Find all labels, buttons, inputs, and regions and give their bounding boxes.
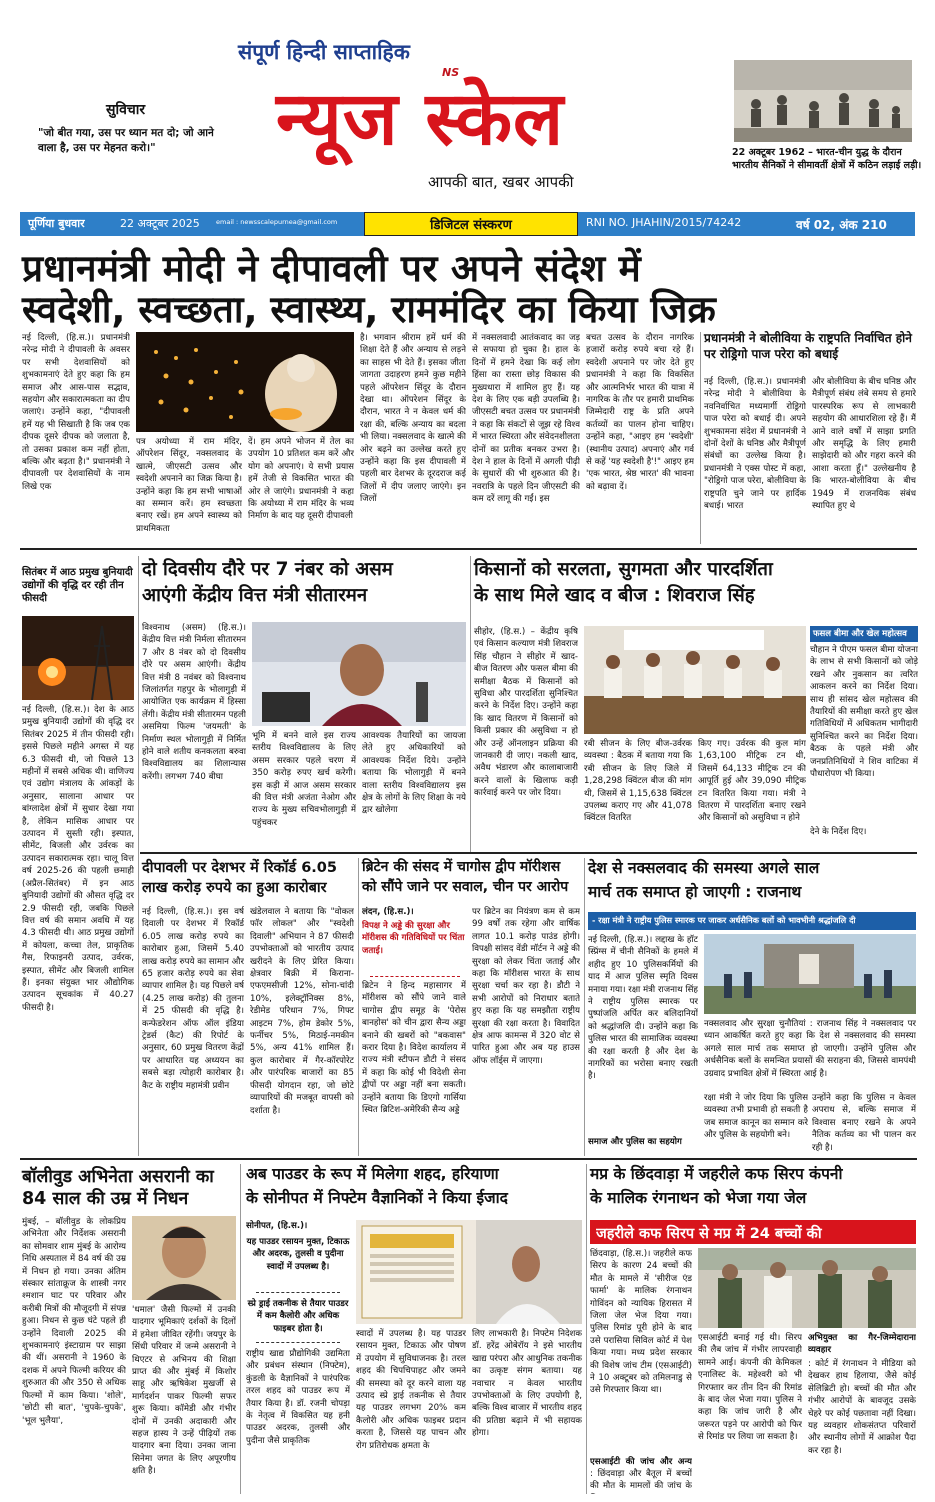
lead-headline-2: स्वदेशी, स्वच्छता, स्वास्थ्य, राममंदिर का किया जिक्र bbox=[22, 288, 716, 331]
cough-col-3-label: अभियुक्त का गैर-जिम्मेदाराना व्यवहार bbox=[808, 1333, 916, 1356]
info-email: email : newsscalepurnea@gmail.com bbox=[216, 218, 338, 226]
britain-headline-1: ब्रिटेन की संसद में चागोस द्वीप मॉरीशस bbox=[362, 859, 561, 875]
trade-headline-2: लाख करोड़ रुपये का हुआ कारोबार bbox=[142, 880, 327, 896]
industry-photo bbox=[22, 616, 134, 700]
naxal-col-3: उन्होंने कहा कि पुलिस न केवल अपराध से, बल्कि समाज में विश्वास बनाए रखने के अपने नैतिक कर्तव्य का भी पालन कर रही है। bbox=[812, 1093, 916, 1153]
honey-pull-1: यह पाउडर रसायन मुक्त, टिकाऊ और अदरक, तुलसी व पुदीना स्वादों में उपलब्ध है। bbox=[246, 1237, 350, 1272]
honey-col-1: राष्ट्रीय खाद्य प्रौद्योगिकी उद्यमिता और प्रबंधन संस्थान (निफ्टेम), कुंडली के वैज्ञानिकों ने पारंपरिक तरल शहद को पाउडर रूप में तैयार किया है। डॉ. रजनी चोपड़ा के नेतृत्व में विकसित यह हनी पाउडर अदरक, तुलसी और पुदीना जैसे प्राकृतिक bbox=[246, 1349, 350, 1446]
honey-headline-2: के सोनीपत में निफ्टेम वैज्ञानिकों ने किया ईजाद bbox=[246, 1189, 508, 1207]
lead-col-2: पत्र अयोध्या में राम मंदिर, ऑपरेशन सिंदूर, नक्सलवाद के खात्मे, जीएसटी उत्सव और स्वदेशी अपनाने का जिक्र किया है। उन्होंने कहा कि हम सभी भाषाओं का सम्मान करें। हम स्वच्छता बनाए रखें। हम अपने स्वास्थ्य को प्राथमिकता bbox=[136, 437, 242, 534]
cough-banner-text: जहरीले कफ सिरप से मप्र में 24 बच्चों की bbox=[596, 1226, 822, 1242]
trade-col-2: खंडेलवाल ने बताया कि "वोकल फॉर लोकल" और "स्वदेशी दिवाली" अभियान ने 87 फीसदी उपभोक्ताओं को भारतीय उत्पाद खरीदने के लिए प्रेरित किया। क्षेत्रवार बिक्री में किराना-एफएमसीजी 12%, सोना-चांदी 10%, इलेक्ट्रॉनिक्स 8%, रेडीमेड परिधान 7%, गिफ्ट आइटम 7%, होम डेकोर 5%, फर्नीचर 5%, मिठाई-नमकीन 5%, अन्य 41% शामिल हैं। कुल कारोबार में गैर-कॉरपोरेट और पारंपरिक बाजारों का 85 फीसदी योगदान रहा, जो छोटे व्यापारियों की मजबूत वापसी को दर्शाता है। bbox=[250, 907, 354, 1116]
naxal-col-2: रक्षा मंत्री ने जोर दिया कि पुलिस व्यवस्था तभी प्रभावी हो सकती है जब समाज कानून का सम्मान करे और पुलिस के सहयोगी बने। bbox=[704, 1093, 808, 1141]
lead-col-4: है। भगवान श्रीराम हमें धर्म की शिक्षा देते हैं और अन्याय से लड़ने का साहस भी देते हैं। इसका जीता जागता उदाहरण हमने कुछ महीने पहले ऑपरेशन सिंदूर के दौरान देखा था। ऑपरेशन सिंदूर के दौरान, भारत ने न केवल धर्म की रक्षा की, बल्कि अन्याय का बदला भी लिया। नक्सलवाद के खात्मे की ओर बढ़ने का उल्लेख करते हुए उन्होंने कहा कि इस दीपावली में पहली बार देशभर के दूरदराज कई जिलों में दीप जलाए जाएंगे। इन जिलों bbox=[360, 333, 466, 505]
honey-pull-2: स्प्रे ड्राई तकनीक से तैयार पाउडर में कम कैलोरी और अधिक फाइबर होता है। bbox=[247, 1299, 349, 1334]
newspaper-title: न्यूज स्केल bbox=[276, 76, 565, 162]
assam-headline-1: दो दिवसीय दौरे पर 7 नंबर को असम bbox=[142, 559, 393, 580]
lead-photo bbox=[136, 332, 354, 432]
kisan-col-1: सीहोर, (हि.स.) – केंद्रीय कृषि एवं किसान कल्याण मंत्री शिवराज सिंह चौहान ने सीहोर में खाद-बीज वितरण और फसल बीमा की समीक्षा बैठक में किसानों को सुविधा और पारदर्शिता सुनिश्चित करने के निर्देश दिए। उन्होंने कहा कि खाद वितरण में किसानों को किसी प्रकार की असुविधा न हो और उन्हें ऑनलाइन प्रक्रिया की जानकारी दी जाए। नकली खाद, अवैध भंडारण और कालाबाजारी करने वालों के खिलाफ कड़ी कार्रवाई करने पर जोर दिया। bbox=[474, 627, 578, 799]
asrani-headline: बॉलीवुड अभिनेता असरानी का 84 साल की उम्र में निधन bbox=[22, 1167, 214, 1209]
info-date: 22 अक्टूबर 2025 bbox=[120, 217, 200, 230]
kisan-side-label: फसल बीमा और खेल महोत्सव bbox=[810, 626, 918, 642]
assam-col-3: आवश्यक तैयारियों का जायजा लेते हुए अधिकारियों को आवश्यक निर्देश दिये। उन्होंने बताया कि भोलागुड़ी में बनने वाला स्तरीय विश्वविद्यालय इस क्षेत्र के लोगों के लिए शिक्षा के नये द्वार खोलेगा bbox=[362, 731, 466, 816]
info-place-day: पूर्णिया बुधवार bbox=[28, 217, 85, 230]
bolivia-col-1: नई दिल्ली, (हि.स.)। प्रधानमंत्री नरेन्द्र मोदी ने बोलीविया के नवनिर्वाचित मध्यमार्गी रोड्रिगो पाज परेरा को बधाई दी। अपने शुभकामना संदेश में प्रधानमंत्री ने दोनों देशों के घनिष्ठ और मैत्रीपूर्ण संबंधों का उल्लेख किया है। प्रधानमंत्री ने एक्स पोस्ट में कहा, "रोड्रिगो पाज परेरा, बोलीविया के राष्ट्रपति चुने जाने पर हार्दिक बधाई। भारत bbox=[704, 377, 806, 512]
honey-col-2: स्वादों में उपलब्ध है। यह पाउडर रसायन मुक्त, टिकाऊ और पोषण में उपयोग में सुविधाजनक है। तरल शहद की चिपचिपाहट और जमने की समस्या को दूर करने वाला यह उत्पाद स्प्रे ड्राई तकनीक से तैयार यह पाउडर लगभग 20% कम कैलोरी और अधिक फाइबर प्रदान करता है, जिससे यह पाचन और रोग प्रतिरोधक क्षमता के bbox=[356, 1329, 466, 1451]
cough-headline-2: के मालिक रंगनाथन को भेजा गया जेल bbox=[590, 1189, 807, 1207]
naxal-mid: नक्सलवाद और सुरक्षा चुनौतियां : राजनाथ सिंह ने नक्सलवाद पर ध्यान आकर्षित करते हुए कहा कि देश से नक्सलवाद की समस्या अगले साल मार्च तक समाप्त हो जाएगी। उन्होंने पुलिस और अर्धसैनिक बलों के समन्वित प्रयासों की सराहना की, जिससे वामपंथी उग्रवाद प्रभावित क्षेत्रों में स्थिरता आई है। bbox=[704, 1019, 916, 1079]
trade-headline-1: दीपावली पर देशभर में रिकॉर्ड 6.05 bbox=[142, 860, 337, 876]
info-rni: RNI NO. JHAHIN/2015/74242 bbox=[586, 216, 742, 229]
britain-dateline: लंदन, (हि.स.)। bbox=[362, 907, 414, 917]
lead-col-6: बचत उत्सव के दौरान नागरिक हजारों करोड़ रुपये बचा रहे हैं। स्वदेशी अपनाने पर जोर देते हुए प्रधानमंत्री ने कहा कि विकसित और आत्मनिर्भर भारत की यात्रा में नागरिक के तौर पर हमारी प्राथमिक जिम्मेदारी राष्ट्र के प्रति अपने कर्तव्यों का पालन होना चाहिए। उन्होंने कहा, "आइए हम 'स्वदेशी' (स्थानीय उत्पाद) अपनाएं और गर्व से कहें 'यह स्वदेशी है'!" आइए हम 'एक भारत, श्रेष्ठ भारत' की भावना को बढ़ावा दें। bbox=[586, 333, 694, 492]
kisan-col-2: रबी सीजन के लिए बीज-उर्वरक व्यवस्था : बैठक में बताया गया कि रबी सीजन के लिए जिले में 1,28,298 क्विंटल बीज की मांग थी, जिसमें से 1,15,638 क्विंटल उपलब्ध कराए गए और 41,078 क्विंटल वितरित bbox=[584, 739, 692, 824]
asrani-col-2: 'धमाल' जैसी फिल्मों में उनकी यादगार भूमिकाएं दर्शकों के दिलों में हमेशा जीवित रहेंगी। जयपुर के सिंधी परिवार में जन्मे असरानी ने थिएटर से अभिनय की शिक्षा प्राप्त की और मुंबई में किशोर साहू और ऋषिकेश मुखर्जी से मार्गदर्शन पाकर फिल्मी सफर शुरू किया। कॉमेडी और गंभीर दोनों में उनकी अदाकारी और सहज हास्य ने उन्हें पीढ़ियों तक यादगार बना दिया। उनका जाना सिनेमा जगत के लिए अपूरणीय क्षति है। bbox=[132, 1305, 236, 1477]
naxal-col-1: नई दिल्ली, (हि.स.)। लद्दाख के हॉट स्प्रिंग्स में चीनी सैनिकों के हमले में शहीद हुए 10 पुलिसकर्मियों की याद में आज पुलिस स्मृति दिवस मनाया गया। रक्षा मंत्री राजनाथ सिंह ने राष्ट्रीय पुलिस स्मारक पर पुष्पांजलि अर्पित कर बलिदानियों को श्रद्धांजलि दी। उन्होंने कहा कि पुलिस भारत की सामाजिक व्यवस्था की रक्षा करती है और देश के नागरिकों का भरोसा बनाए रखती है। bbox=[588, 935, 698, 1082]
britain-col-2: पर ब्रिटेन का नियंत्रण कम से कम 99 वर्षों तक रहेगा और वार्षिक लागत 10.1 करोड़ पाउंड होगी। विपक्षी सांसद वेंडी मॉर्टन ने अड्डे की सुरक्षा को लेकर चिंता जताई और कहा कि मॉरीशस भारत के साथ सुरक्षा चर्चा कर रहा है। डौटी ने सभी आरोपों को निराधार बताते हुए कहा कि यह समझौता राष्ट्रीय सुरक्षा की रक्षा करता है। विवादित क्षेत्र आफ कामन्स में 320 वोट से पारित हुआ और अब यह हाउस ऑफ लॉर्ड्स में जाएगा। bbox=[472, 907, 580, 1066]
industry-body: नई दिल्ली, (हि.स.)। देश के आठ प्रमुख बुनियादी उद्योगों की वृद्धि दर सितंबर 2025 में तीन फीसदी रही। इससे पिछले महीने अगस्त में यह 6.3 फीसदी थी, जो पिछले 13 महीनों में सबसे अधिक थी। वाणिज्य एवं उद्योग मंत्रालय के आंकड़ों के अनुसार, सालाना आधार पर बांग्लादेश क्षेत्रों में सुधार देखा गया है, लेकिन मासिक आधार पर उत्पादन में सुस्ती रही। इस्पात, सीमेंट, बिजली और उर्वरक का उत्पादन सकारात्मक रहा। चालू वित्त वर्ष 2025-26 की पहली छमाही (अप्रैल-सितंबर) में इन आठ बुनियादी उद्योगों की औसत वृद्धि दर 2.9 फीसदी रही, जबकि पिछले वित्त वर्ष की समान अवधि में यह 4.3 फीसदी थी। आठ प्रमुख उद्योगों में कोयला, कच्चा तेल, प्राकृतिक गैस, रिफाइनरी उत्पाद, उर्वरक, इस्पात, सीमेंट और बिजली शामिल हैं। इनका संयुक्त भार औद्योगिक उत्पादन सूचकांक में 40.27 फीसदी है। bbox=[22, 705, 134, 1013]
naxal-photo bbox=[704, 934, 916, 1014]
assam-col-2: भूमि में बनने वाले इस राज्य स्तरीय विश्वविद्यालय के लिए असम सरकार पहले चरण में 350 करोड़ रुपए खर्च करेगी। इस कड़ी में आज असम सरकार की वित्त मंत्री अजंता नेओग और राज्य के मुख्य सचिवभोलागुड़ी में पहुंचकर bbox=[252, 731, 356, 828]
cough-photo bbox=[698, 1248, 916, 1328]
kisan-col-3: किए गए। उर्वरक की कुल मांग 1,63,100 मीट्रिक टन थी, जिसमें 64,133 मीट्रिक टन की आपूर्ति हुई और 39,090 मीट्रिक टन वितरित किया गया। मंत्री ने वितरण में पारदर्शिता बनाए रखने और किसानों को असुविधा न होने bbox=[698, 739, 806, 824]
kisan-side-end: देने के निर्देश दिए। bbox=[810, 827, 867, 837]
honey-photo bbox=[356, 1220, 582, 1324]
newspaper-subtitle: आपकी बात, खबर आपकी bbox=[428, 173, 574, 191]
info-bar bbox=[20, 212, 915, 236]
kisan-side-body: चौहान ने पीएम फसल बीमा योजना के लाभ से सभी किसानों को जोड़े रखने और नुकसान का त्वरित आकलन करने का निर्देश दिया। साथ ही सांसद खेल महोत्सव की तैयारियों की समीक्षा करते हुए खेल गतिविधियों में अधिकतम भागीदारी सुनिश्चित करने का निर्देश दिया। बैठक के पहले मंत्री और जनप्रतिनिधियों ने शिव वाटिका में पौधारोपण भी किया। bbox=[810, 645, 918, 780]
assam-col-1: विश्वनाथ (असम) (हि.स.)। केंद्रीय वित्त मंत्री निर्मला सीतारमन 7 और 8 नंबर को दो दिवसीय दौरे पर असम आएंगी। केंद्रीय वित्त मंत्री 8 नवंबर को विश्वनाथ जिलांतर्गत गहपुर के भोलागुड़ी में आयोजित एक कार्यक्रम में हिस्सा लेंगी। केंद्रीय मंत्री सीतारमन पहली असमिया फिल्म 'जयमती' के निर्माण स्थल भोलागुड़ी में निर्मित होने वाले शतीय कनकलता बरुवा विश्वविद्यालय का शिलान्यास करेंगी। लगभग 740 बीघा bbox=[142, 623, 246, 782]
naxal-headline-1: देश से नक्सलवाद की समस्या अगले साल bbox=[588, 859, 820, 877]
honey-dateline: सोनीपत, (हि.स.)। bbox=[246, 1221, 308, 1231]
industry-headline: सितंबर में आठ प्रमुख बुनियादी उद्योगों की वृद्धि दर रही तीन फीसदी bbox=[22, 567, 133, 604]
edition-label: डिजिटल संस्करण bbox=[430, 218, 512, 233]
naxal-headline-2: मार्च तक समाप्त हो जाएगी : राजनाथ bbox=[588, 883, 802, 901]
suvichar-text: "जो बीत गया, उस पर ध्यान मत दो; जो आने वाला है, उस पर मेहनत करो।" bbox=[38, 127, 214, 154]
history-photo bbox=[734, 60, 912, 142]
trade-col-1: नई दिल्ली, (हि.स.)। इस वर्ष दिवाली पर देशभर में रिकॉर्ड 6.05 लाख करोड़ रुपये का कारोबार हुआ, जिसमें 5.40 लाख करोड़ रुपये का सामान और 65 हजार करोड़ रुपये का सेवा व्यापार शामिल है। यह पिछले वर्ष (4.25 लाख करोड़) की तुलना में 25 फीसदी की वृद्धि है। कन्फेडरेशन ऑफ ऑल इंडिया ट्रेडर्स (कैट) की रिपोर्ट के अनुसार, 60 प्रमुख वितरण केंद्रों पर आधारित यह अध्ययन का सबसे बड़ा त्योहारी कारोबार है। कैट के राष्ट्रीय महामंत्री प्रवीन bbox=[142, 907, 244, 1091]
assam-photo bbox=[252, 622, 466, 726]
britain-pull-quote: विपक्ष ने अड्डे की सुरक्षा और मॉरीशस की गतिविधियों पर चिंता जताई। bbox=[362, 921, 465, 956]
cough-headline-1: मप्र के छिंदवाड़ा में जहरीले कफ सिरप कंपनी bbox=[590, 1165, 843, 1183]
cough-col-1-end: : छिंदवाड़ा और बैतूल में बच्चों की मौत के मामलों की जांच के bbox=[590, 1469, 692, 1492]
lead-headline-1: प्रधानमंत्री मोदी ने दीपावली पर अपने संदेश में bbox=[22, 247, 642, 290]
divider-3 bbox=[20, 1158, 917, 1160]
kisan-headline-2: के साथ मिले खाद व बीज : शिवराज सिंह bbox=[474, 585, 755, 606]
asrani-photo bbox=[132, 1216, 236, 1300]
bolivia-headline: प्रधानमंत्री ने बोलीविया के राष्ट्रपति निर्वाचित होने पर रोड्रिगो पाज परेरा को बधाई bbox=[704, 331, 912, 361]
divider-1 bbox=[20, 548, 917, 550]
britain-col-1: ब्रिटेन ने हिन्द महासागर में मॉरीशस को सौंपे जाने वाले चागोस द्वीप समूह के 'पेरोस बानहोस' को चीन द्वारा सैन्य अड्डा बनाने की खबरों को "बकवास" करार दिया है। विदेश कार्यालय में राज्य मंत्री स्टीफन डौटी ने संसद में कहा कि कोई भी विदेशी सेना द्वीपों पर अड्डा नहीं बना सकती। उन्होंने बताया कि डिएगो गार्सिया स्थित ब्रिटिश-अमेरिकी सैन्य अड्डे bbox=[362, 981, 466, 1116]
britain-headline-2: को सौंपे जाने पर सवाल, चीन पर आरोप bbox=[362, 879, 569, 895]
cough-col-1-sub: एसआईटी की जांच और अन्य bbox=[590, 1457, 692, 1467]
naxal-banner-text: - रक्षा मंत्री ने राष्ट्रीय पुलिस स्मारक पर जाकर अर्धसैनिक बलों को भावभीनी श्रद्धांजलि दी bbox=[592, 915, 856, 925]
cough-col-2: एसआईटी बनाई गई थी। सिरप की लैब जांच में गंभीर लापरवाही सामने आई। कंपनी की केमिकल एनालिस्ट के. महेश्वरी को भी गिरफ्तार कर तीन दिन की रिमांड के बाद जेल भेजा गया। पुलिस ने कहा कि जांच जारी है और जरूरत पड़ने पर आरोपी को फिर से रिमांड पर लिया जा सकता है। bbox=[698, 1333, 802, 1443]
suvichar-label: सुविचार bbox=[106, 102, 146, 118]
honey-col-3: लिए लाभकारी है। निफ्टेम निदेशक डॉ. हरेंद्र ओबेरॉय ने इसे भारतीय खाद्य परंपरा और आधुनिक तकनीक का उत्कृष्ट संगम बताया। यह नवाचार न केवल भारतीय उपभोक्ताओं के लिए उपयोगी है, बल्कि विश्व बाजार में भारतीय शहद की प्रतिष्ठा बढ़ाने में भी सहायक होगा। bbox=[472, 1329, 582, 1439]
assam-headline-2: आएंगी केंद्रीय वित्त मंत्री सीतारमन bbox=[142, 585, 368, 606]
honey-headline-1: अब पाउडर के रूप में मिलेगा शहद, हरियाणा bbox=[246, 1165, 499, 1183]
info-issue: वर्ष 02, अंक 210 bbox=[796, 218, 887, 232]
history-caption: 22 अक्टूबर 1962 – भारत-चीन युद्ध के दौरान भारतीय सैनिकों ने सीमावर्ती क्षेत्रों में कठिन लड़ाई लड़ी। bbox=[732, 147, 922, 171]
logo-mark: NS bbox=[442, 66, 460, 79]
cough-col-3: : कोर्ट में रंगनाथन ने मीडिया को देखकर हाथ हिलाया, जैसे कोई सेलिब्रिटी हो। बच्चों की मौत और गंभीर आरोपों के बावजूद उसके चेहरे पर कोई पछतावा नहीं दिखा। यह व्यवहार शोकसंतप्त परिवारों और स्थानीय लोगों में आक्रोश पैदा कर रहा है। bbox=[808, 1359, 916, 1456]
kisan-photo bbox=[584, 626, 806, 734]
bolivia-col-2: और बोलीविया के बीच घनिष्ठ और मैत्रीपूर्ण संबंध लंबे समय से हमारे पारस्परिक रूप से लाभकारी सहयोग की आधारशिला रहे हैं। मैं आने वाले वर्षों में साझा प्रगति और समृद्धि के लिए हमारी साझेदारी को और गहरा करने की आशा करता हूँ।" उल्लेखनीय है कि भारत-बोलीविया के बीच 1949 में राजनयिक संबंध स्थापित हुए थे bbox=[812, 377, 916, 512]
lead-col-5: में नक्सलवादी आतंकवाद का जड़ से सफाया हो चुका है। हाल के दिनों में हमने देखा कि कई लोग हिंसा का रास्ता छोड़ विकास की मुख्यधारा में शामिल हुए हैं। यह देश के लिए एक बड़ी उपलब्धि है। जीएसटी बचत उत्सव पर प्रधानमंत्री ने कहा कि संकटों से जूझ रहे विश्व में भारत स्थिरता और संवेदनशीलता दोनों का प्रतीक बनकर उभरा है। देश ने हाल के दिनों में अगली पीढ़ी के सुधारों की भी शुरुआत की है। नवरात्रि के पहले दिन जीएसटी की कम दरें लागू की गईं। इस bbox=[472, 333, 580, 505]
naxal-col-1-sub: समाज और पुलिस का सहयोग bbox=[588, 1137, 682, 1147]
kisan-headline-1: किसानों को सरलता, सुगमता और पारदर्शिता bbox=[474, 559, 773, 580]
lead-col-1: नई दिल्ली, (हि.स.)। प्रधानमंत्री नरेन्द्र मोदी ने दीपावली के अवसर पर सभी देशवासियों को शुभकामनाएं देते हुए कहा कि हम समाज और आस-पास सद्भाव, सहयोग और सकारात्मकता का दीप जलाएं। उन्होंने कहा, "दीपावली हमें यह भी सिखाती है कि जब एक दीपक दूसरे दीपक को जलाता है, तो उसका प्रकाश कम नहीं होता, बल्कि और बढ़ता है।" प्रधानमंत्री ने दीपावली पर देशवासियों के नाम लिखे एक bbox=[22, 333, 130, 492]
lead-col-3: दें। हम अपने भोजन में तेल का उपयोग 10 प्रतिशत कम करें और योग को अपनाएं। ये सभी प्रयास हमें तेजी से विकसित भारत की ओर ले जाएंगे। प्रधानमंत्री ने कहा कि अयोध्या में राम मंदिर के भव्य निर्माण के बाद यह दूसरी दीपावली bbox=[248, 437, 354, 522]
tagline-top: संपूर्ण हिन्दी साप्ताहिक bbox=[238, 40, 410, 64]
cough-col-1: छिंदवाड़ा, (हि.स.)। जहरीले कफ सिरप के कारण 24 बच्चों की मौत के मामले में 'सीरीज एंड फार्मा' के मालिक रंगनाथन गोविंदन को न्यायिक हिरासत में जिला जेल भेज दिया गया। पुलिस रिमांड पूरी होने के बाद उसे परासिया सिविल कोर्ट में पेश किया गया। मध्य प्रदेश सरकार की विशेष जांच टीम (एसआईटी) ने 10 अक्टूबर को तमिलनाडु से उसे गिरफ्तार किया था। bbox=[590, 1249, 692, 1396]
asrani-col-1: मुंबई, – बॉलीवुड के लोकप्रिय अभिनेता और निर्देशक असरानी का सोमवार शाम मुंबई के आरोग्य निधि अस्पताल में 84 वर्ष की उम्र में निधन हो गया। उनका अंतिम संस्कार सांताक्रूज के शास्त्री नगर श्मशान घाट पर परिवार और करीबी मित्रों की मौजूदगी में संपन्न हुआ। निधन से कुछ घंटे पहले ही उन्होंने दिवाली 2025 की शुभकामनाएं इंस्टाग्राम पर साझा की थीं। असरानी ने 1960 के दशक में अपने फिल्मी करियर की शुरुआत की और 350 से अधिक फिल्मों में काम किया। 'शोले', 'छोटी सी बात', 'चुपके-चुपके', 'भूल भुलैया', bbox=[22, 1217, 126, 1426]
divider-2 bbox=[140, 852, 917, 854]
